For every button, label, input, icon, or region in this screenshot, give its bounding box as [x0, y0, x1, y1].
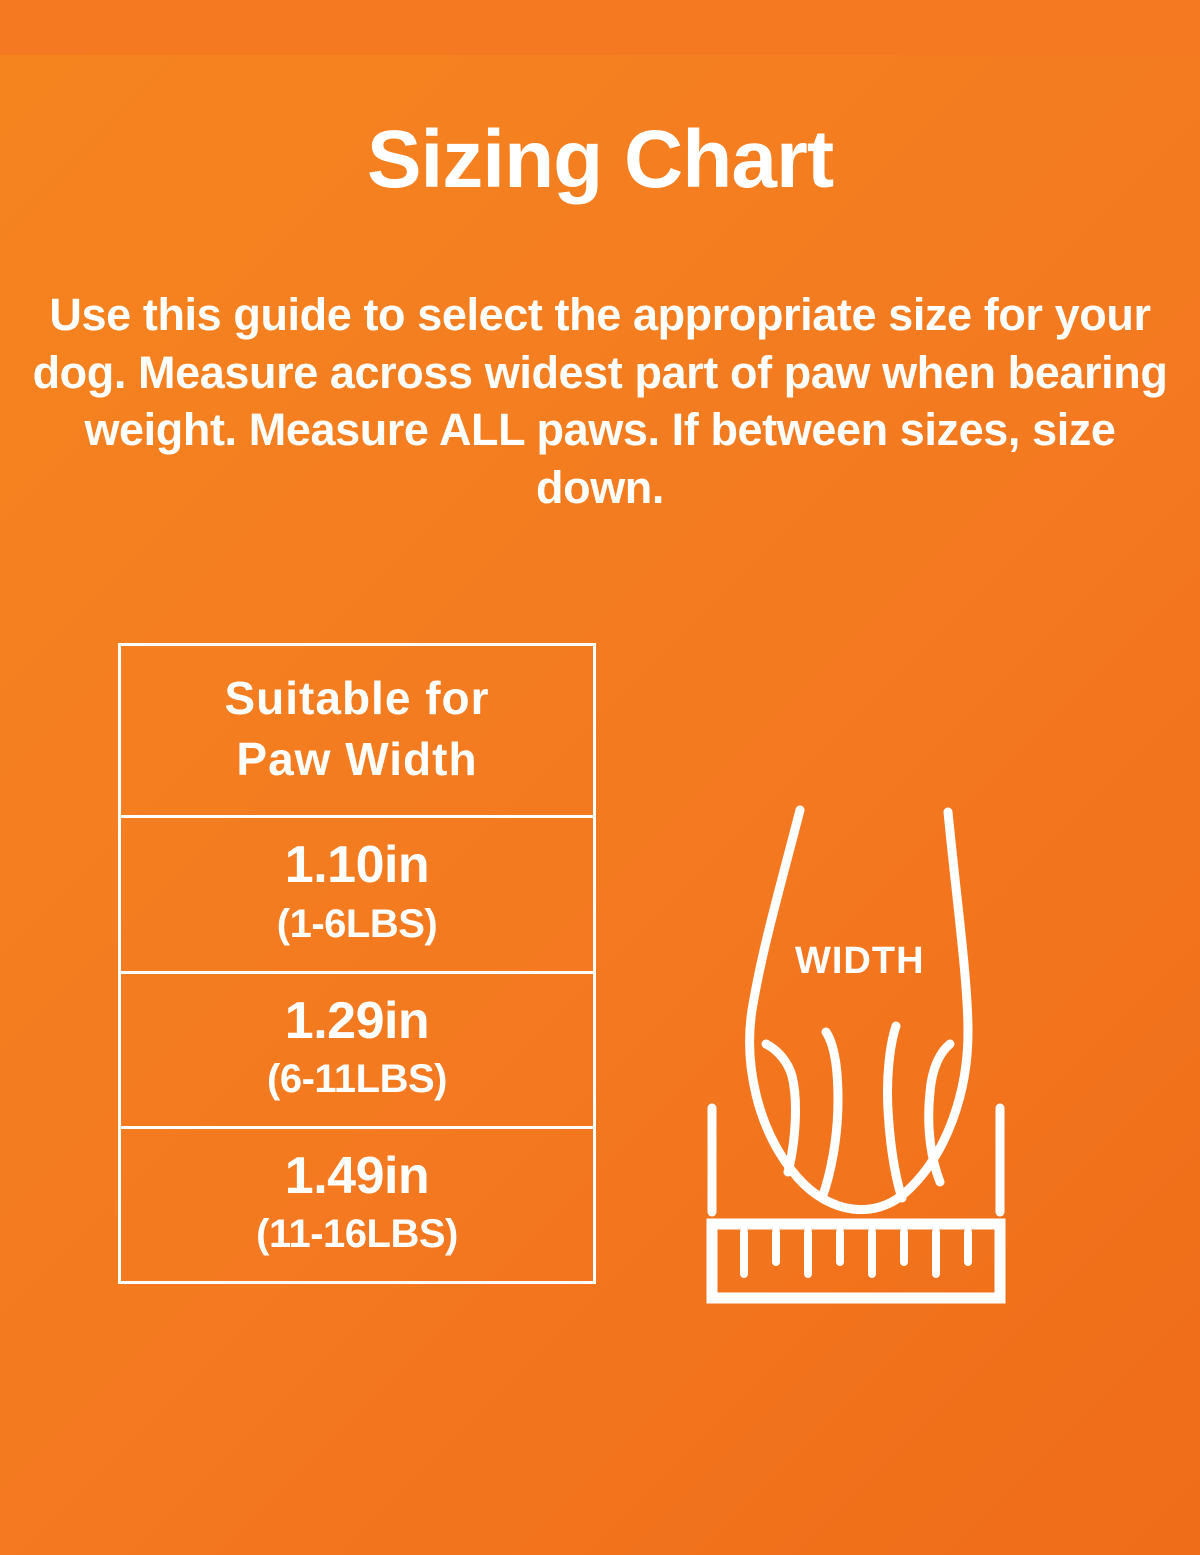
sizing-chart-page [0, 55, 1200, 1555]
paw-width-table [118, 643, 596, 1284]
paw-width-value: 1.10in [284, 836, 430, 895]
table-header-line-1: Suitable for [224, 671, 490, 724]
paw-measure-diagram [700, 800, 1030, 1340]
weight-range-value: (1-6LBS) [276, 901, 438, 946]
paw-width-value: 1.29in [284, 991, 430, 1050]
weight-range-value: (6-11LBS) [267, 1056, 447, 1101]
weight-range-value: (11-16LBS) [256, 1212, 458, 1257]
page-subtitle: Use this guide to select the appropriate size for your dog. Measure across widest part of paw when bearing weight. Measure ALL paws. If between sizes, size down. [32, 288, 1168, 513]
width-label: WIDTH [795, 939, 925, 982]
table-row [121, 818, 593, 973]
page-title: Sizing Chart [366, 113, 834, 205]
paw-width-icon [700, 800, 1030, 1340]
table-header-row [121, 646, 593, 818]
table-header-line-2: Paw Width [236, 732, 478, 785]
ruler-icon [712, 1224, 1000, 1298]
table-row [121, 1129, 593, 1281]
paw-width-value: 1.49in [284, 1146, 430, 1205]
table-row [121, 974, 593, 1129]
